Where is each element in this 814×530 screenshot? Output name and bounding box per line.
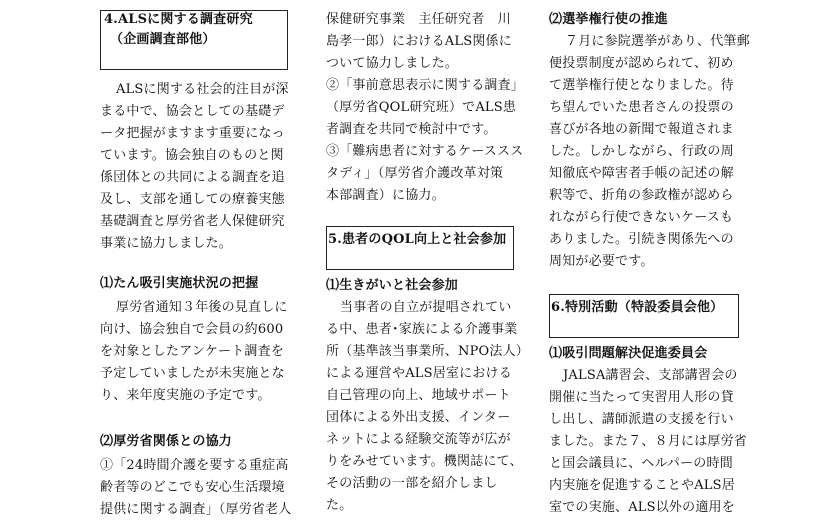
- subsection-title: ⑴たん吸引実施状況の把握: [100, 276, 259, 291]
- paragraph-line: りをみせています。機関誌にて、: [326, 454, 523, 469]
- section-6-heading-title: 6.特別活動（特設委員会他）: [551, 300, 724, 315]
- paragraph-line: 便投票制度が認められて、初め: [549, 56, 734, 71]
- paragraph-line: その活動の一部を紹介しまし: [326, 476, 498, 491]
- paragraph-line: 島孝一郎）におけるALS関係に: [326, 34, 512, 49]
- paragraph-line: （厚労省QOL研究班）でALS患: [326, 100, 517, 115]
- paragraph-line: 知徹底や障害者手帳の記述の解: [549, 166, 734, 181]
- paragraph-line: 厚労省通知３年後の見直しに: [116, 300, 288, 315]
- paragraph-line: まる中で、協会としての基礎デ: [100, 104, 285, 119]
- paragraph-line: した。しかしながら、行政の周: [549, 144, 734, 159]
- paragraph-line: 釈等で、折角の参政権が認めら: [549, 188, 734, 203]
- paragraph-line: て選挙権行使となりました。待: [549, 78, 734, 93]
- section-4-heading-subtitle: （企画調査部他）: [110, 32, 216, 47]
- paragraph-line: 事業に協力しました。: [100, 236, 233, 251]
- paragraph-line: る中、患者･家族による介護事業: [326, 322, 518, 337]
- paragraph-line: し出し、講師派遣の支援を行い: [549, 412, 734, 427]
- paragraph-line: と国会議員に、ヘルパーの時間: [549, 456, 733, 471]
- paragraph-line: ①「24時間介護を要する重症高: [100, 458, 289, 473]
- paragraph-line: 予定していましたが未実施とな: [100, 366, 285, 381]
- paragraph-line: 本部調査）に協力。: [326, 188, 445, 203]
- paragraph-line: ALSに関する社会的注目が深: [116, 82, 289, 97]
- paragraph-line: ータ把握がますます重要になっ: [100, 126, 285, 141]
- section-4-heading-title: 4.ALSに関する調査研究: [104, 12, 253, 27]
- paragraph-line: ついて協力しました。: [326, 56, 459, 71]
- paragraph-line: れながら行使できないケースも: [549, 210, 734, 225]
- subsection-title: ⑵厚労省関係との協力: [100, 434, 233, 449]
- paragraph-line: 者調査を共同で検討中です。: [326, 122, 497, 137]
- paragraph-line: ています。協会独自のものと関: [100, 148, 284, 163]
- paragraph-line: 基礎調査と厚労省老人保健研究: [100, 214, 285, 229]
- subsection-title: ⑴吸引問題解決促進委員会: [549, 346, 708, 361]
- paragraph-line: を対象としたアンケート調査を: [100, 344, 285, 359]
- paragraph-line: り、来年度実施の予定です。: [100, 388, 271, 403]
- paragraph-line: ③「難病患者に対するケーススス: [326, 144, 524, 159]
- paragraph-line: 提供に関する調査」（厚労省老人: [100, 502, 292, 517]
- paragraph-line: 係団体との共同による調査を追: [100, 170, 285, 185]
- paragraph-line: 周知が必要です。: [549, 254, 654, 269]
- paragraph-line: ありました。引続き関係先への: [549, 232, 734, 247]
- paragraph-line: 保健研究事業 主任研究者 川: [326, 12, 511, 27]
- paragraph-line: 及し、支部を通しての療養実態: [100, 192, 285, 207]
- paragraph-line: による運営やALS居室における: [326, 366, 512, 381]
- paragraph-line: タディ」（厚労省介護改革対策: [326, 166, 504, 181]
- paragraph-line: ち望んでいた患者さんの投票の: [549, 100, 734, 115]
- section-5-heading-title: 5.患者のQOL向上と社会参加: [328, 232, 507, 247]
- paragraph-line: ネットによる経験交流等が広が: [326, 432, 511, 447]
- paragraph-line: 団体による外出支援、インター: [326, 410, 511, 425]
- paragraph-line: 自己管理の向上、地域サポート: [326, 388, 511, 403]
- paragraph-line: 当事者の自立が提唱されてい: [340, 300, 512, 315]
- paragraph-line: 室での実施、ALS以外の適用を: [549, 500, 735, 515]
- paragraph-line: 喜びが各地の新聞で報道されま: [549, 122, 734, 137]
- subsection-title: ⑴生きがいと社会参加: [326, 278, 459, 293]
- paragraph-line: ました。また７、８月には厚労省: [549, 434, 748, 449]
- paragraph-line: た。: [326, 498, 353, 513]
- paragraph-line: 齢者等のどこでも安心生活環境: [100, 480, 285, 495]
- paragraph-line: JALSA講習会、支部講習会の: [563, 368, 738, 383]
- paragraph-line: 開催に当たって実習用人形の貸: [549, 390, 734, 405]
- paragraph-line: 向け、協会独自で会員の約600: [100, 322, 284, 337]
- paragraph-line: 内実施を促進することやALS居: [549, 478, 735, 493]
- paragraph-line: ②「事前意思表示に関する調査」: [326, 78, 525, 93]
- subsection-title: ⑵選挙権行使の推進: [549, 12, 668, 27]
- paragraph-line: ７月に参院選挙があり、代筆郵: [565, 34, 750, 49]
- paragraph-line: 所（基準該当事業所、NPO法人）: [326, 344, 529, 359]
